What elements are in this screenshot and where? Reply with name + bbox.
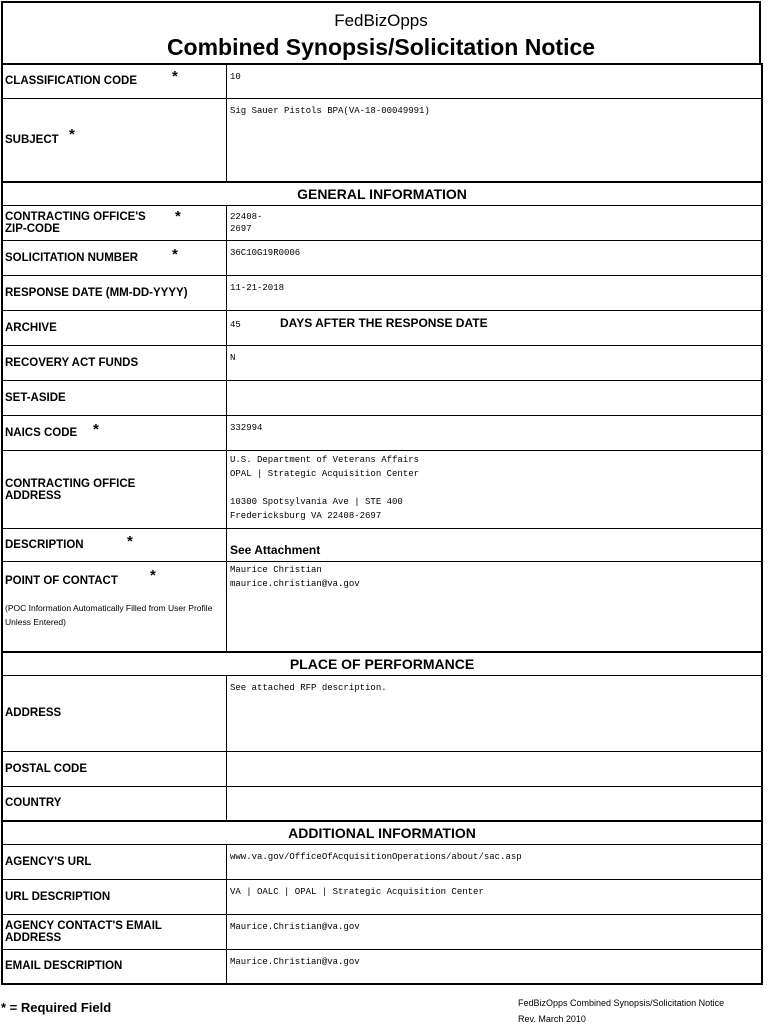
country-label: COUNTRY — [2, 786, 227, 821]
row-agency-url — [2, 845, 762, 880]
url-description-value[interactable]: VA | OALC | OPAL | Strategic Acquisition Center — [227, 880, 763, 915]
poc-value[interactable]: Maurice Christian maurice.christian@va.gov — [227, 562, 763, 652]
form-name: FedBizOpps Combined Synopsis/Solicitation Notice — [518, 998, 725, 1008]
form-revision — [518, 995, 724, 1027]
row-recovery — [2, 346, 762, 381]
section-place — [2, 652, 762, 676]
pop-address-value[interactable]: See attached RFP description. — [227, 675, 763, 751]
description-label: DESCRIPTION — [5, 539, 84, 551]
required-marker: * — [93, 421, 99, 438]
solicitation-form — [1, 1, 761, 985]
required-marker: * — [127, 533, 133, 550]
row-classification-code — [2, 64, 762, 98]
row-solicitation-number — [2, 241, 762, 276]
row-description — [2, 529, 762, 562]
archive-value[interactable]: 45 — [230, 320, 241, 330]
email-description-value[interactable]: Maurice.Christian@va.gov — [227, 950, 763, 984]
email-value[interactable]: Maurice.Christian@va.gov — [227, 915, 763, 950]
row-pop-address — [2, 675, 762, 751]
email-description-label: EMAIL DESCRIPTION — [2, 950, 227, 984]
poc-label: POINT OF CONTACT — [5, 575, 118, 587]
postal-code-label: POSTAL CODE — [2, 751, 227, 786]
row-naics — [2, 416, 762, 451]
revision-date: Rev. March 2010 — [518, 1014, 586, 1024]
zip-value[interactable]: 22408- 2697 — [227, 206, 763, 241]
site-name: FedBizOpps — [334, 11, 428, 30]
section-general — [2, 182, 762, 206]
required-marker: * — [69, 125, 75, 143]
classification-code-value[interactable]: 10 — [227, 64, 763, 98]
required-marker: * — [172, 246, 178, 263]
row-set-aside — [2, 381, 762, 416]
poc-note: (POC Information Automatically Filled from User Profile Unless Entered) — [5, 603, 213, 627]
set-aside-value[interactable] — [227, 381, 763, 416]
required-marker: * — [175, 208, 181, 225]
classification-code-label: CLASSIFICATION CODE — [5, 75, 138, 88]
url-description-label: URL DESCRIPTION — [2, 880, 227, 915]
archive-suffix: DAYS AFTER THE RESPONSE DATE — [280, 316, 488, 330]
form-header — [1, 1, 761, 63]
set-aside-label: SET-ASIDE — [2, 381, 227, 416]
row-zip — [2, 206, 762, 241]
required-marker: * — [150, 567, 156, 584]
form-title: Combined Synopsis/Solicitation Notice — [166, 34, 596, 60]
row-poc — [2, 562, 762, 652]
solicitation-number-label: SOLICITATION NUMBER — [5, 252, 139, 264]
row-country — [2, 786, 762, 821]
form-table — [1, 63, 763, 985]
row-response-date — [2, 276, 762, 311]
required-field-note: * = Required Field — [1, 1000, 112, 1015]
pop-address-label: ADDRESS — [2, 675, 227, 751]
section-general-title: GENERAL INFORMATION — [2, 182, 762, 206]
subject-value[interactable]: Sig Sauer Pistols BPA(VA-18-00049991) — [227, 98, 763, 182]
recovery-label: RECOVERY ACT FUNDS — [2, 346, 227, 381]
email-label: AGENCY CONTACT'S EMAIL ADDRESS — [2, 915, 227, 950]
description-value[interactable]: See Attachment — [230, 543, 321, 557]
agency-url-label: AGENCY'S URL — [2, 845, 227, 880]
zip-label: CONTRACTING OFFICE'S ZIP-CODE — [5, 211, 146, 235]
row-office-address — [2, 451, 762, 529]
office-address-value[interactable]: U.S. Department of Veterans Affairs OPAL | Strategic Acquisition Center 10300 Spotsylvania Ave | STE 400 Fredericksburg VA 22408-2697 — [227, 451, 763, 529]
row-email — [2, 915, 762, 950]
subject-label: SUBJECT — [5, 133, 59, 146]
row-subject — [2, 98, 762, 182]
required-marker: * — [172, 68, 178, 85]
recovery-value[interactable]: N — [227, 346, 763, 381]
row-archive — [2, 311, 762, 346]
section-place-title: PLACE OF PERFORMANCE — [2, 652, 762, 676]
row-postal-code — [2, 751, 762, 786]
solicitation-number-value[interactable]: 36C10G19R0006 — [227, 241, 763, 276]
archive-label: ARCHIVE — [2, 311, 227, 346]
office-address-label: CONTRACTING OFFICE ADDRESS — [2, 451, 227, 529]
response-date-label: RESPONSE DATE (MM-DD-YYYY) — [2, 276, 227, 311]
row-url-description — [2, 880, 762, 915]
postal-code-value[interactable] — [227, 751, 763, 786]
agency-url-value[interactable]: www.va.gov/OfficeOfAcquisitionOperations/about/sac.asp — [227, 845, 763, 880]
section-additional — [2, 821, 762, 845]
country-value[interactable] — [227, 786, 763, 821]
response-date-value[interactable]: 11-21-2018 — [227, 276, 763, 311]
row-email-description — [2, 950, 762, 984]
naics-label: NAICS CODE — [5, 427, 78, 439]
naics-value[interactable]: 332994 — [227, 416, 763, 451]
section-additional-title: ADDITIONAL INFORMATION — [2, 821, 762, 845]
